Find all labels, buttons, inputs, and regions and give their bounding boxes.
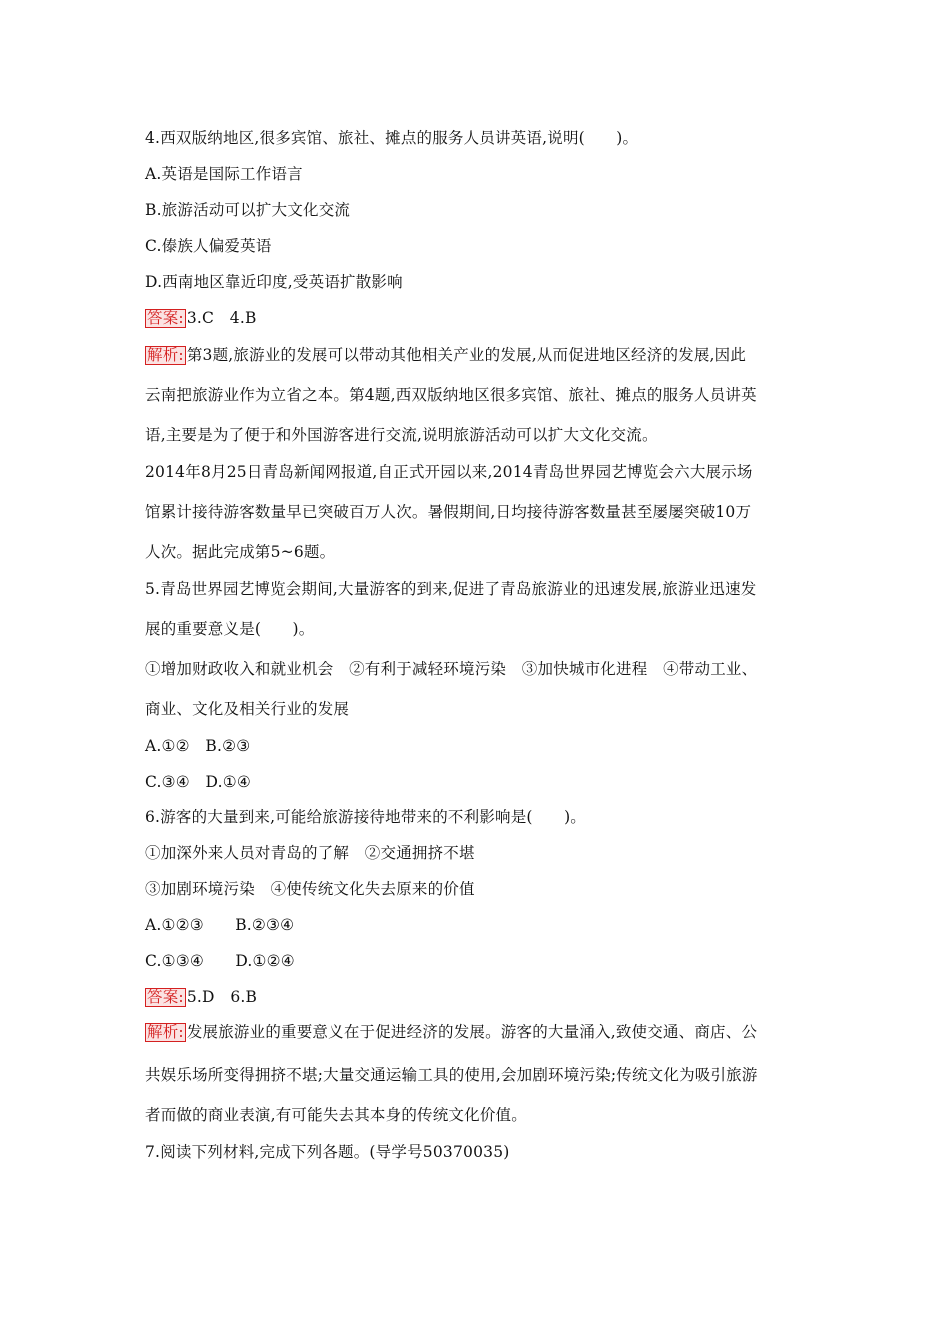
q5-stem-line-2: 展的重要意义是( )。: [145, 620, 315, 638]
q5-options-cd: C.③④ D.①④: [145, 773, 251, 791]
analysis2-line-3: 者而做的商业表演,有可能失去其本身的传统文化价值。: [145, 1106, 527, 1124]
q5-items-line-1: ①增加财政收入和就业机会 ②有利于减轻环境污染 ③加快城市化进程 ④带动工业、: [145, 660, 758, 678]
q5-stem-line-1: 5.青岛世界园艺博览会期间,大量游客的到来,促进了青岛旅游业的迅速发展,旅游业迅速发: [145, 580, 757, 598]
q6-items-line-1: ①加深外来人员对青岛的了解 ②交通拥挤不堪: [145, 844, 475, 862]
analysis-text: 发展旅游业的重要意义在于促进经济的发展。游客的大量涌入,致使交通、商店、公: [186, 1023, 758, 1041]
analysis2-line-1: [145, 1022, 757, 1042]
q6-options-ab: A.①②③ B.②③④: [145, 916, 295, 934]
answer-tag: 答案:: [147, 309, 184, 327]
q5-options-ab: A.①② B.②③: [145, 737, 251, 755]
answer-text: 5.D 6.B: [186, 988, 258, 1006]
analysis-tag: 解析:: [147, 1023, 184, 1041]
answer-line-2: [145, 987, 257, 1007]
q6-options-cd: C.①③④ D.①②④: [145, 952, 295, 970]
q6-items-line-2: ③加剧环境污染 ④使传统文化失去原来的价值: [145, 880, 475, 898]
material-line-1: 2014年8月25日青岛新闻网报道,自正式开园以来,2014青岛世界园艺博览会六大展示场: [145, 463, 753, 481]
material-line-3: 人次。据此完成第5~6题。: [145, 543, 336, 561]
answer-line-1: [145, 308, 257, 328]
q4-option-d: D.西南地区靠近印度,受英语扩散影响: [145, 273, 403, 291]
q4-option-b: B.旅游活动可以扩大文化交流: [145, 201, 351, 219]
q4-option-c: C.傣族人偏爱英语: [145, 237, 272, 255]
answer-text: 3.C 4.B: [186, 309, 257, 327]
q7-stem: 7.阅读下列材料,完成下列各题。(导学号50370035): [145, 1143, 510, 1161]
analysis-line-1: [145, 345, 746, 365]
q5-items-line-2: 商业、文化及相关行业的发展: [145, 700, 350, 718]
analysis-line-3: 语,主要是为了便于和外国游客进行交流,说明旅游活动可以扩大文化交流。: [145, 426, 658, 444]
analysis-line-2: 云南把旅游业作为立省之本。第4题,西双版纳地区很多宾馆、旅社、摊点的服务人员讲英: [145, 386, 757, 404]
material-line-2: 馆累计接待游客数量早已突破百万人次。暑假期间,日均接待游客数量甚至屡屡突破10万: [145, 503, 752, 521]
answer-tag: 答案:: [147, 988, 184, 1006]
analysis-text: 第3题,旅游业的发展可以带动其他相关产业的发展,从而促进地区经济的发展,因此: [186, 346, 747, 364]
q4-option-a: A.英语是国际工作语言: [145, 165, 303, 183]
analysis-tag: 解析:: [147, 346, 184, 364]
q6-stem: 6.游客的大量到来,可能给旅游接待地带来的不利影响是( )。: [145, 808, 587, 826]
q4-stem: 4.西双版纳地区,很多宾馆、旅社、摊点的服务人员讲英语,说明( )。: [145, 129, 639, 147]
analysis2-line-2: 共娱乐场所变得拥挤不堪;大量交通运输工具的使用,会加剧环境污染;传统文化为吸引旅游: [145, 1066, 758, 1084]
